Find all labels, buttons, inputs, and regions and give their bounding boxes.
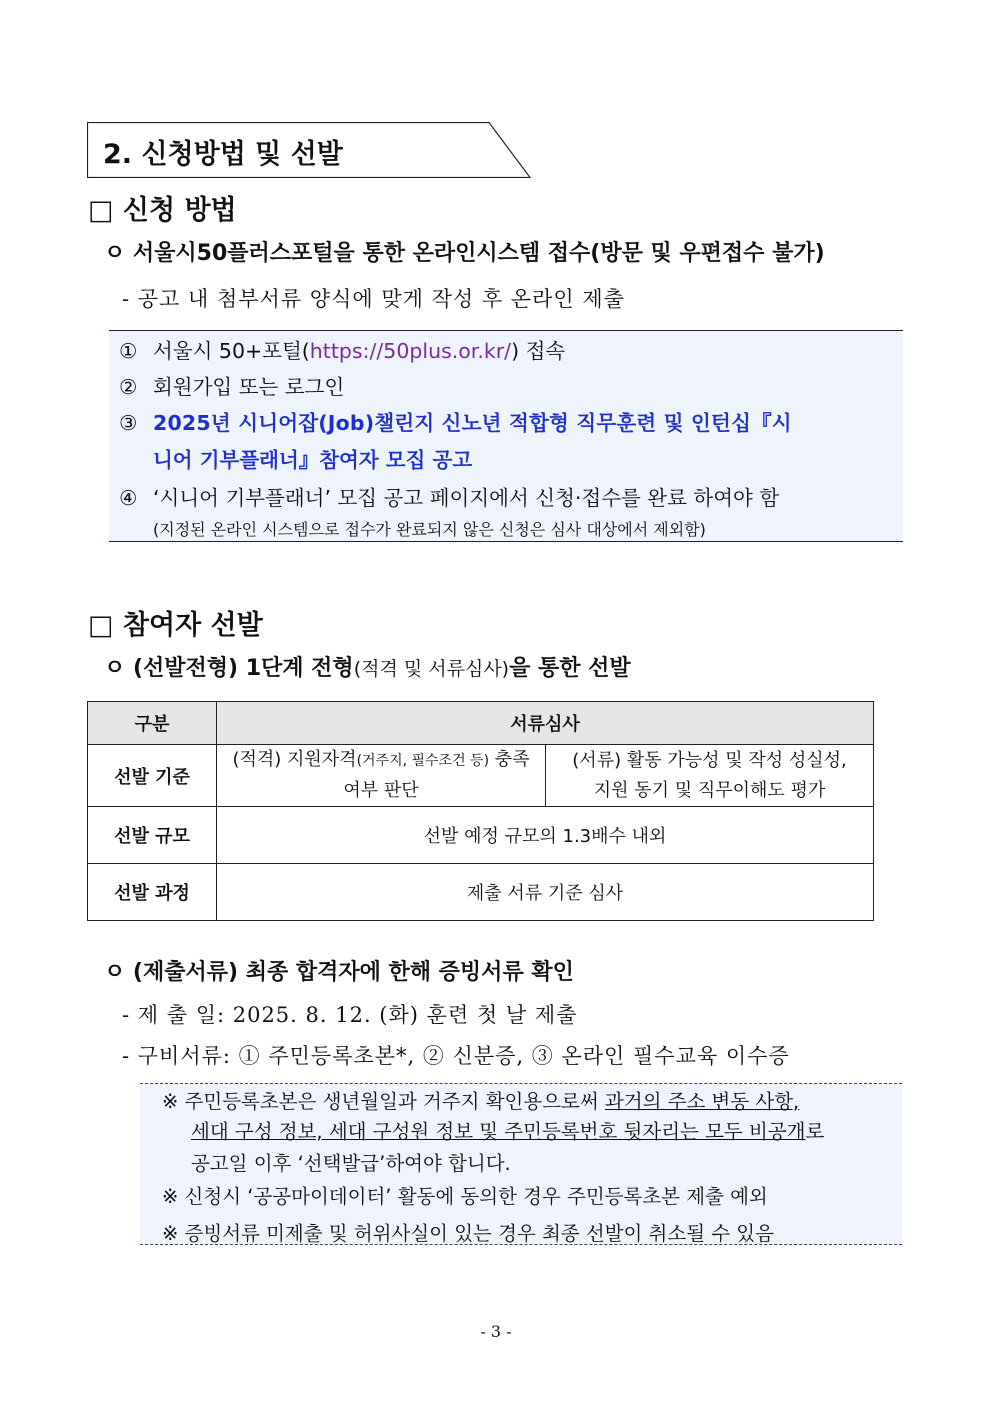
step-1-text: 서울시 50+포털( — [153, 339, 310, 363]
table-row — [88, 807, 874, 864]
documents-due: - 제 출 일: 2025. 8. 12. (화) 훈련 첫 날 제출 — [122, 1003, 578, 1027]
step-1-number: ① — [119, 339, 138, 363]
step-3-number: ③ — [119, 411, 138, 435]
bullet-mark: ㅇ — [104, 656, 126, 681]
process-value: 제출 서류 기준 심사 — [217, 864, 874, 921]
selection-bullet-main: (선발전형) 1단계 전형 — [132, 656, 354, 681]
step-4-text: ‘시니어 기부플래너’ 모집 공고 페이지에서 신청·접수를 완료 하여야 함 — [153, 486, 780, 510]
step-4-note: (지정된 온라인 시스템으로 접수가 완료되지 않은 신청은 심사 대상에서 제외함) — [153, 520, 706, 539]
apply-steps-box — [109, 330, 903, 542]
selection-heading: □ 참여자 선발 — [88, 610, 263, 641]
note-1-line1 — [162, 1086, 799, 1114]
documents-notes-box — [140, 1083, 902, 1245]
note-3: ※ 증빙서류 미제출 및 허위사실이 있는 경우 최종 선발이 취소될 수 있음 — [162, 1222, 774, 1245]
note-1-c: 세대 구성 정보, 세대 구성원 정보 및 주민등록번호 뒷자리는 모두 비공개 — [191, 1120, 806, 1143]
note-1-line3: 공고일 이후 ‘선택발급’하여야 합니다. — [191, 1152, 511, 1175]
note-1-b: 과거의 주소 변동 사항, — [604, 1090, 800, 1113]
criteria-eligibility — [217, 745, 546, 807]
criteria-eligibility-a: (적격) 지원자격 — [232, 749, 357, 770]
portal-link[interactable]: https://50plus.or.kr/ — [309, 339, 512, 363]
apply-heading: □ 신청 방법 — [88, 195, 237, 226]
step-1 — [119, 334, 565, 364]
criteria-documents — [546, 745, 874, 807]
row-label-criteria: 선발 기준 — [88, 745, 217, 807]
table-header-row — [88, 702, 874, 745]
step-3 — [119, 406, 792, 436]
page-number: - 3 - — [480, 1322, 512, 1341]
apply-sub: - 공고 내 첨부서류 양식에 맞게 작성 후 온라인 제출 — [122, 287, 625, 311]
step-2-text: 회원가입 또는 로그인 — [153, 375, 345, 399]
note-1-a: ※ 주민등록초본은 생년월일과 거주지 확인용으로써 — [162, 1090, 605, 1113]
selection-bullet-end: 을 통한 선발 — [509, 656, 631, 681]
criteria-eligibility-c: 충족 — [489, 749, 530, 770]
criteria-documents-a: (서류) 활동 가능성 및 작성 성실성, — [572, 749, 847, 771]
table-row — [88, 745, 874, 807]
criteria-eligibility-d: 여부 판단 — [343, 780, 419, 801]
selection-bullet-paren: (적격 및 서류심사) — [353, 658, 510, 680]
selection-bullet — [104, 651, 631, 682]
note-1-line2 — [191, 1116, 824, 1144]
section-title-tab — [87, 122, 531, 178]
header-document-review: 서류심사 — [217, 702, 874, 745]
documents-bullet: ㅇ (제출서류) 최종 합격자에 한해 증빙서류 확인 — [104, 960, 574, 985]
step-3-text-line2: 니어 기부플래너』참여자 모집 공고 — [153, 448, 473, 472]
documents-required: - 구비서류: ① 주민등록초본*, ② 신분증, ③ 온라인 필수교육 이수증 — [122, 1044, 790, 1068]
step-4 — [119, 481, 779, 511]
note-1-d: 로 — [805, 1120, 825, 1143]
selection-table — [87, 701, 874, 921]
apply-bullet: ㅇ 서울시50플러스포털을 통한 온라인시스템 접수(방문 및 우편접수 불가) — [104, 241, 825, 266]
row-label-scale: 선발 규모 — [88, 807, 217, 864]
step-4-number: ④ — [119, 486, 138, 510]
step-3-text-line1: 2025년 시니어잡(Job)챌린지 신노년 적합형 직무훈련 및 인턴십『시 — [153, 411, 792, 435]
criteria-documents-b: 지원 동기 및 직무이해도 평가 — [593, 779, 826, 801]
step-2 — [119, 370, 344, 400]
step-2-number: ② — [119, 375, 138, 399]
section-title: 2. 신청방법 및 선발 — [103, 139, 343, 170]
criteria-eligibility-b: (거주지, 필수조건 등) — [356, 753, 490, 769]
header-category: 구분 — [88, 702, 217, 745]
scale-value: 선발 예정 규모의 1.3배수 내외 — [217, 807, 874, 864]
note-2: ※ 신청시 ‘공공마이데이터’ 활동에 동의한 경우 주민등록초본 제출 예외 — [162, 1185, 768, 1208]
step-1-text-end: ) 접속 — [511, 339, 566, 363]
table-row — [88, 864, 874, 921]
row-label-process: 선발 과정 — [88, 864, 217, 921]
